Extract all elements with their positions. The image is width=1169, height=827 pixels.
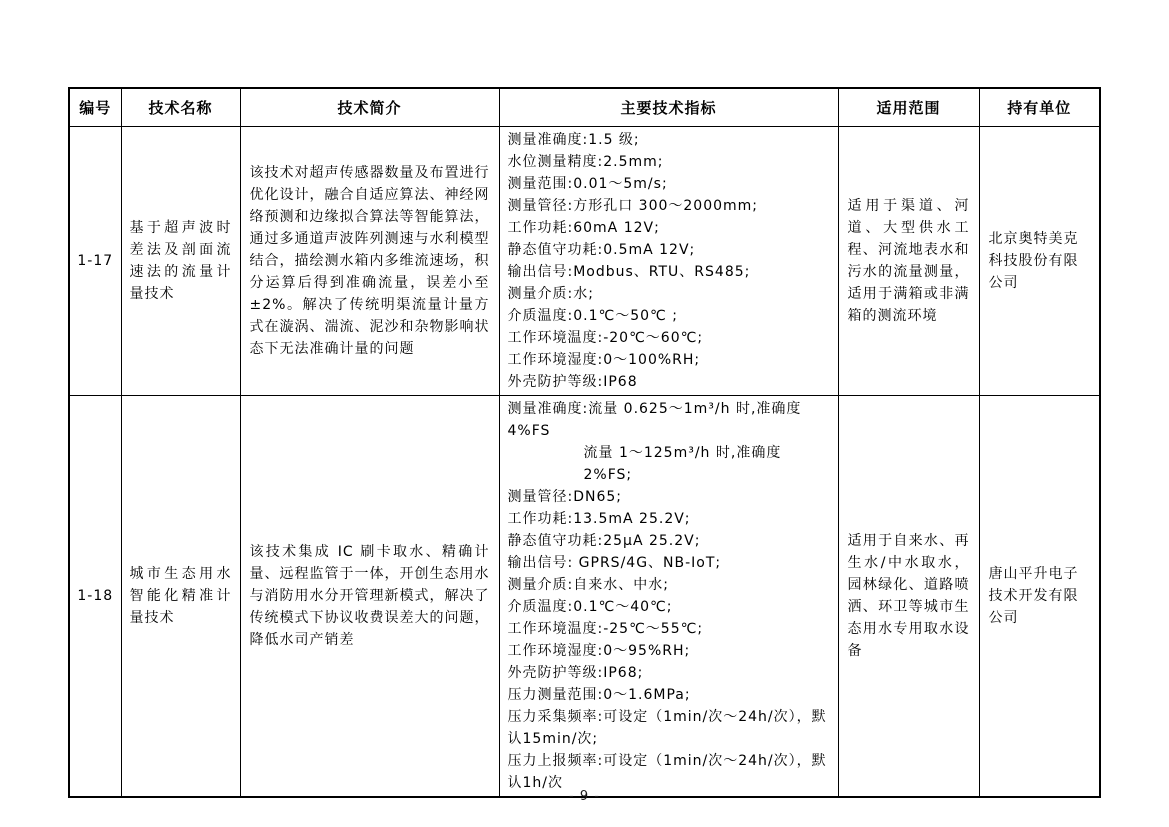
indicator-line: 介质温度:0.1℃～50℃ ; xyxy=(507,307,678,324)
indicator-line: 压力采集频率:可设定（1min/次～24h/次），默认15min/次; xyxy=(507,708,827,747)
indicator-line: 测量准确度:流量 0.625～1m³/h 时,准确度 4%FS xyxy=(507,400,802,439)
cell-tech-intro: 该技术集成 IC 刷卡取水、精确计量、远程监管于一体，开创生态用水与消防用水分开管理新模式，解决了传统模式下协议收费误差大的问题，降低水司产销差 xyxy=(240,395,499,797)
cell-number: 1-17 xyxy=(69,126,121,395)
cell-tech-intro: 该技术对超声传感器数量及布置进行优化设计，融合自适应算法、神经网络预测和边缘拟合算法等智能算法，通过多通道声波阵列测速与水利模型结合，描绘测水箱内多维流速场，积分运算后得到准确流量，误差小至±2%。解决了传统明渠流量计量方式在漩涡、湍流、泥沙和杂物影响状态下无法准确计量的问题 xyxy=(240,126,499,395)
cell-scope: 适用于渠道、河道、大型供水工程、河流地表水和污水的流量测量，适用于满箱或非满箱的测流环境 xyxy=(838,126,979,395)
table-header-row xyxy=(69,88,1100,126)
indicator-line: 介质温度:0.1℃～40℃; xyxy=(507,598,673,615)
indicator-line: 工作环境温度:-20℃～60℃; xyxy=(507,329,704,346)
table-row xyxy=(69,395,1100,797)
indicator-line: 水位测量精度:2.5mm; xyxy=(507,153,664,170)
cell-tech-name: 基于超声波时差法及剖面流速法的流量计量技术 xyxy=(121,126,240,395)
page-number: - 9 - xyxy=(569,789,600,804)
indicator-line: 测量介质:自来水、中水; xyxy=(507,576,669,593)
indicator-line: 工作功耗:13.5mA 25.2V; xyxy=(507,510,691,527)
table-row xyxy=(69,126,1100,395)
indicator-line: 测量准确度:1.5 级; xyxy=(507,131,640,148)
indicator-line: 测量管径:DN65; xyxy=(507,488,623,505)
cell-holder: 北京奥特美克科技股份有限公司 xyxy=(979,126,1100,395)
indicator-line: 输出信号:Modbus、RTU、RS485; xyxy=(507,263,751,280)
col-header-holder: 持有单位 xyxy=(979,88,1100,126)
col-header-number: 编号 xyxy=(69,88,121,126)
indicator-line: 输出信号: GPRS/4G、NB-IoT; xyxy=(507,554,722,571)
cell-number: 1-18 xyxy=(69,395,121,797)
indicator-line: 测量范围:0.01～5m/s; xyxy=(507,175,668,192)
indicator-line: 流量 1～125m³/h 时,准确度 2%FS; xyxy=(583,444,782,483)
indicator-line: 外壳防护等级:IP68; xyxy=(507,664,644,681)
indicator-line: 压力上报频率:可设定（1min/次～24h/次），默认1h/次 xyxy=(507,752,827,791)
cell-tech-name: 城市生态用水智能化精准计量技术 xyxy=(121,395,240,797)
indicator-line: 测量管径:方形孔口 300～2000mm; xyxy=(507,197,759,214)
col-header-indicators: 主要技术指标 xyxy=(499,88,838,126)
cell-indicators xyxy=(499,395,838,797)
technology-table xyxy=(68,87,1101,798)
indicator-line: 工作环境湿度:0～95%RH; xyxy=(507,642,691,659)
indicator-line: 外壳防护等级:IP68 xyxy=(507,373,638,390)
indicator-line: 压力测量范围:0～1.6MPa; xyxy=(507,686,691,703)
col-header-tech-name: 技术名称 xyxy=(121,88,240,126)
cell-holder: 唐山平升电子技术开发有限公司 xyxy=(979,395,1100,797)
indicator-line: 静态值守功耗:0.5mA 12V; xyxy=(507,241,696,258)
indicator-line: 静态值守功耗:25μA 25.2V; xyxy=(507,532,701,549)
indicator-line: 工作功耗:60mA 12V; xyxy=(507,219,660,236)
cell-indicators xyxy=(499,126,838,395)
indicator-line: 测量介质:水; xyxy=(507,285,594,302)
indicator-line: 工作环境湿度:0～100%RH; xyxy=(507,351,701,368)
cell-scope: 适用于自来水、再生水/中水取水，园林绿化、道路喷洒、环卫等城市生态用水专用取水设备 xyxy=(838,395,979,797)
col-header-scope: 适用范围 xyxy=(838,88,979,126)
indicator-line: 工作环境温度:-25℃～55℃; xyxy=(507,620,704,637)
col-header-tech-intro: 技术简介 xyxy=(240,88,499,126)
